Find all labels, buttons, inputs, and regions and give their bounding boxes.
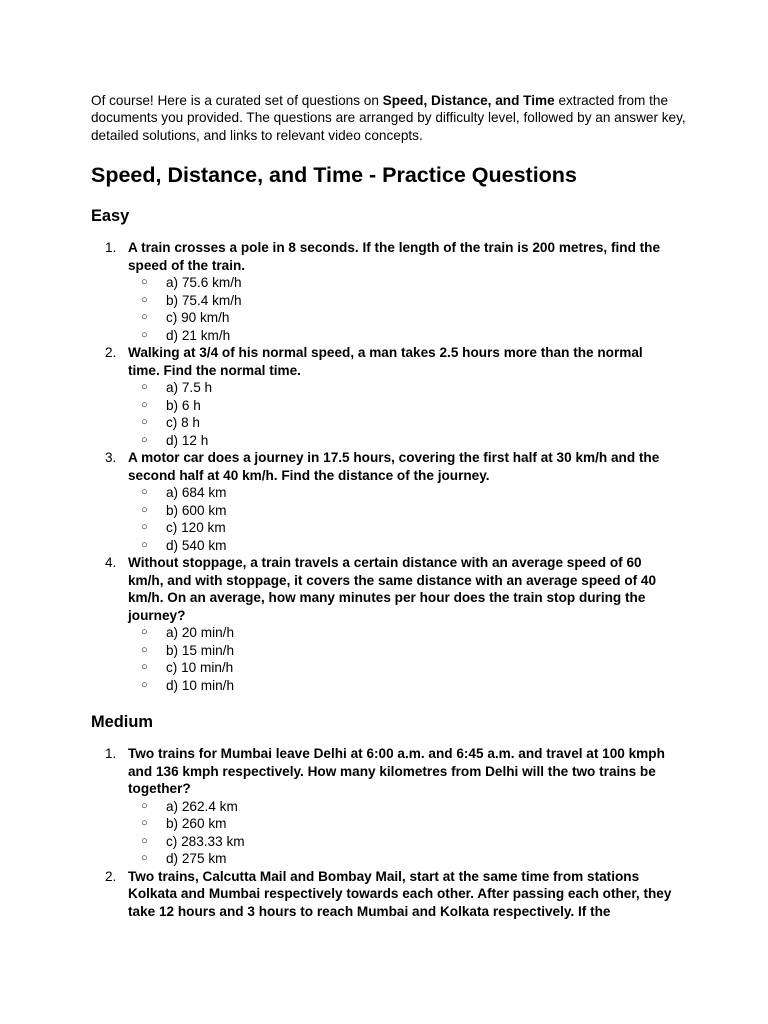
answer-options bbox=[128, 624, 691, 694]
answer-option bbox=[128, 292, 691, 310]
hollow-circle-bullet-icon: ○ bbox=[141, 398, 148, 411]
answer-option bbox=[128, 537, 691, 555]
answer-option bbox=[128, 432, 691, 450]
question-item bbox=[91, 868, 691, 921]
answer-option-text: a) 20 min/h bbox=[166, 625, 235, 640]
answer-option bbox=[128, 850, 691, 868]
question-text: A motor car does a journey in 17.5 hours, covering the first half at 30 km/h and the second half at 40 km/h. Find the distance of the journey. bbox=[128, 450, 660, 483]
answer-option bbox=[128, 624, 691, 642]
answer-options bbox=[128, 379, 691, 449]
answer-option-text: c) 8 h bbox=[166, 415, 200, 430]
answer-option bbox=[128, 815, 691, 833]
hollow-circle-bullet-icon: ○ bbox=[141, 834, 148, 847]
answer-option-text: d) 12 h bbox=[166, 432, 209, 448]
answer-options bbox=[128, 798, 691, 868]
answer-option-text: c) 10 min/h bbox=[166, 660, 234, 675]
question-item bbox=[91, 239, 691, 344]
section-heading-medium: Medium bbox=[91, 713, 153, 731]
question-number: 4. bbox=[105, 555, 117, 570]
intro-text-start: Of course! Here is a curated set of questions on bbox=[91, 93, 383, 108]
hollow-circle-bullet-icon: ○ bbox=[141, 852, 148, 864]
answer-option bbox=[128, 327, 691, 345]
question-text: Two trains, Calcutta Mail and Bombay Mail, start at the same time from stations Kolkata and Mumbai respectively towards each other. After passing each other, they take 12 hours and 3 hours to reach Mumbai and Kolkata respectively. If the bbox=[128, 868, 672, 919]
hollow-circle-bullet-icon: ○ bbox=[141, 416, 148, 428]
question-list bbox=[91, 239, 691, 694]
intro-bold-topic: Speed, Distance, and Time bbox=[382, 93, 555, 108]
intro-paragraph bbox=[91, 92, 691, 144]
answer-options bbox=[128, 484, 691, 554]
answer-option-text: a) 262.4 km bbox=[166, 798, 238, 814]
answer-option-text: d) 540 km bbox=[166, 537, 227, 553]
hollow-circle-bullet-icon: ○ bbox=[141, 381, 148, 393]
hollow-circle-bullet-icon: ○ bbox=[141, 678, 148, 691]
answer-option-text: d) 21 km/h bbox=[166, 327, 231, 343]
question-text: Two trains for Mumbai leave Delhi at 6:00 a.m. and 6:45 a.m. and travel at 100 kmph and 136 kmph respectively. How many kilometres from Delhi will the two trains be together? bbox=[128, 746, 665, 796]
answer-option bbox=[128, 798, 691, 816]
question-number: 1. bbox=[105, 746, 117, 761]
hollow-circle-bullet-icon: ○ bbox=[141, 503, 148, 516]
question-number: 1. bbox=[105, 240, 117, 255]
answer-option bbox=[128, 642, 691, 660]
answer-option-text: a) 7.5 h bbox=[166, 380, 213, 395]
hollow-circle-bullet-icon: ○ bbox=[141, 521, 148, 533]
intro-text-end: extracted from the documents you provided. The questions are arranged by difficulty level, followed by an answer key, detailed solutions, and links to relevant video concepts. bbox=[91, 93, 686, 143]
hollow-circle-bullet-icon: ○ bbox=[141, 433, 148, 446]
answer-option bbox=[128, 502, 691, 520]
hollow-circle-bullet-icon: ○ bbox=[141, 661, 148, 673]
answer-option bbox=[128, 379, 691, 397]
question-item bbox=[91, 745, 691, 868]
answer-option bbox=[128, 414, 691, 432]
answer-option-text: c) 120 km bbox=[166, 520, 226, 535]
answer-option bbox=[128, 677, 691, 695]
answer-option-text: b) 6 h bbox=[166, 397, 201, 413]
question-list bbox=[91, 745, 691, 920]
answer-option-text: b) 600 km bbox=[166, 502, 227, 518]
answer-option bbox=[128, 274, 691, 292]
question-number: 2. bbox=[105, 345, 117, 360]
answer-option-text: c) 283.33 km bbox=[166, 833, 245, 849]
hollow-circle-bullet-icon: ○ bbox=[141, 799, 148, 812]
hollow-circle-bullet-icon: ○ bbox=[141, 643, 148, 656]
hollow-circle-bullet-icon: ○ bbox=[141, 328, 148, 341]
answer-option-text: b) 75.4 km/h bbox=[166, 292, 242, 308]
hollow-circle-bullet-icon: ○ bbox=[141, 626, 148, 638]
question-item bbox=[91, 449, 691, 554]
answer-option-text: a) 684 km bbox=[166, 485, 227, 500]
hollow-circle-bullet-icon: ○ bbox=[141, 311, 148, 323]
hollow-circle-bullet-icon: ○ bbox=[141, 276, 148, 288]
answer-option-text: d) 275 km bbox=[166, 851, 227, 866]
question-number: 2. bbox=[105, 868, 117, 884]
answer-option-text: b) 260 km bbox=[166, 816, 227, 831]
hollow-circle-bullet-icon: ○ bbox=[141, 538, 148, 551]
question-text: Walking at 3/4 of his normal speed, a man takes 2.5 hours more than the normal time. Find the normal time. bbox=[128, 345, 643, 378]
question-item bbox=[91, 554, 691, 694]
answer-option-text: b) 15 min/h bbox=[166, 642, 235, 658]
question-text: Without stoppage, a train travels a certain distance with an average speed of 60 km/h, and with stoppage, it covers the same distance with an average speed of 40 km/h. On an average, how many minutes per hour does the train stop during the journey? bbox=[128, 555, 657, 623]
answer-option bbox=[128, 833, 691, 851]
answer-option bbox=[128, 484, 691, 502]
answer-option bbox=[128, 659, 691, 677]
question-number: 3. bbox=[105, 450, 117, 465]
question-text: A train crosses a pole in 8 seconds. If the length of the train is 200 metres, find the speed of the train. bbox=[128, 240, 661, 273]
answer-option bbox=[128, 519, 691, 537]
hollow-circle-bullet-icon: ○ bbox=[141, 293, 148, 306]
section-heading-easy: Easy bbox=[91, 207, 130, 225]
answer-option bbox=[128, 397, 691, 415]
hollow-circle-bullet-icon: ○ bbox=[141, 817, 148, 829]
page-title: Speed, Distance, and Time - Practice Questions bbox=[91, 163, 577, 187]
answer-option bbox=[128, 309, 691, 327]
answer-options bbox=[128, 274, 691, 344]
answer-option-text: d) 10 min/h bbox=[166, 677, 235, 693]
answer-option-text: c) 90 km/h bbox=[166, 310, 230, 325]
question-item bbox=[91, 344, 691, 449]
answer-option-text: a) 75.6 km/h bbox=[166, 275, 242, 290]
document-page bbox=[91, 92, 691, 919]
hollow-circle-bullet-icon: ○ bbox=[141, 486, 148, 498]
